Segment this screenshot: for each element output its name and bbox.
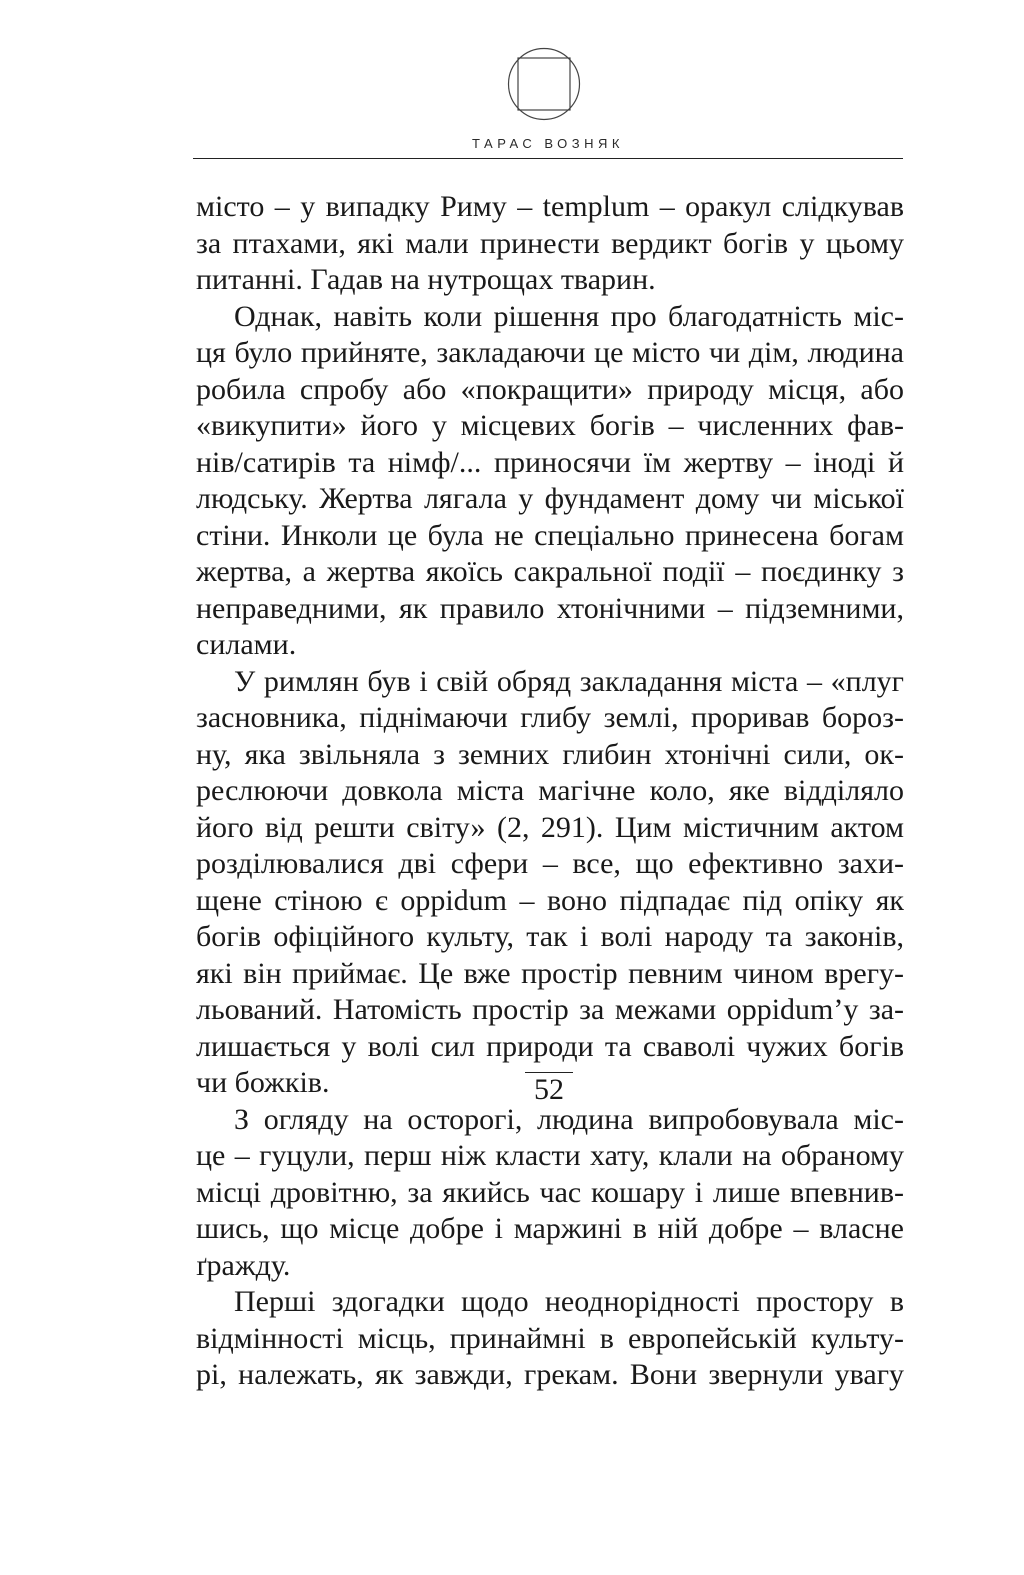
- text-line: реслюючи довкола міста магічне коло, яке відділяло: [196, 774, 904, 807]
- paragraph: [196, 1284, 904, 1394]
- text-line: шись, що місце добре і маржині в ній добре – власне: [196, 1212, 904, 1245]
- text-line: ну, яка звільняла з земних глибин хтонічні сили, ок-: [196, 737, 904, 771]
- text-line: щене стіною є oppidum – воно підпадає під опіку як: [196, 883, 904, 917]
- text-line: розділювалися дві сфери – все, що ефективно захи-: [196, 847, 904, 880]
- page-number: 52: [534, 1073, 564, 1106]
- header-rule: [193, 158, 903, 159]
- text-line: рі, належать, як завжди, грекам. Вони звернули увагу: [196, 1358, 904, 1391]
- text-line: лишається у волі сил природи та сваволі чужих богів: [196, 1029, 904, 1063]
- text-line: засновника, піднімаючи глибу землі, проривав борoз-: [196, 701, 904, 734]
- paragraph: [196, 1102, 904, 1285]
- text-line: питанні. Гадав на нутрощах тварин.: [196, 263, 656, 296]
- text-line: ґражду.: [196, 1248, 291, 1282]
- text-line: відмінності місць, принаймні в европейській культу-: [196, 1321, 904, 1355]
- text-line: місто – у випадку Риму – templum – оракул слідкував: [196, 190, 904, 223]
- text-line: це – гуцули, перш ніж класти хату, клали на обраному: [196, 1139, 904, 1172]
- running-head: ТАРАС ВОЗНЯК: [472, 136, 624, 151]
- text-line: нів/сатирів та німф/... приносячи їм жертву – іноді й: [196, 445, 904, 479]
- text-line: Однак, навіть коли рішення про благодатність міс-: [234, 299, 904, 333]
- body-text: [196, 189, 904, 1394]
- text-line: чи божків.: [196, 1066, 330, 1099]
- text-line: богів офіційного культу, так і волі народу та законів,: [196, 920, 904, 953]
- text-line: У римлян був і свій обряд закладання міста – «плуг: [234, 664, 904, 698]
- text-line: льований. Натомість простір за межами oppidum’у за-: [196, 993, 904, 1026]
- text-line: за птахами, які мали принести вердикт богів у цьому: [196, 226, 904, 260]
- circle-square-emblem-icon: [507, 47, 581, 121]
- text-line: жертва, а жертва якоїсь сакральної події – поєдинку з: [196, 555, 904, 588]
- text-line: стіни. Инколи це була не спеціально принесена богам: [196, 518, 904, 552]
- text-line: силами.: [196, 628, 297, 661]
- text-line: ця було прийняте, закладаючи це місто чи дім, людина: [196, 336, 904, 369]
- text-line: робила спробу або «покращити» природу місця, або: [196, 372, 904, 406]
- text-line: З огляду на осторогі, людина випробовувала міс-: [234, 1102, 904, 1136]
- paragraph: [196, 664, 904, 1102]
- text-line: «викупити» його у місцевих богів – численних фав-: [196, 409, 904, 442]
- text-line: його від решти світу» (2, 291). Цим містичним актом: [196, 810, 904, 844]
- text-line: які він приймає. Це вже простір певним чином врегу-: [196, 956, 904, 990]
- text-line: Перші здогадки щодо неоднорідності простору в: [234, 1285, 904, 1318]
- text-line: місці дровітню, за якийсь час кошару і лише впевнив-: [196, 1175, 904, 1209]
- paragraph: [196, 189, 904, 299]
- text-line: неправедними, як правило хтонічними – підземними,: [196, 591, 904, 625]
- paragraph: [196, 299, 904, 664]
- text-line: людську. Жертва лягала у фундамент дому чи міської: [196, 482, 904, 515]
